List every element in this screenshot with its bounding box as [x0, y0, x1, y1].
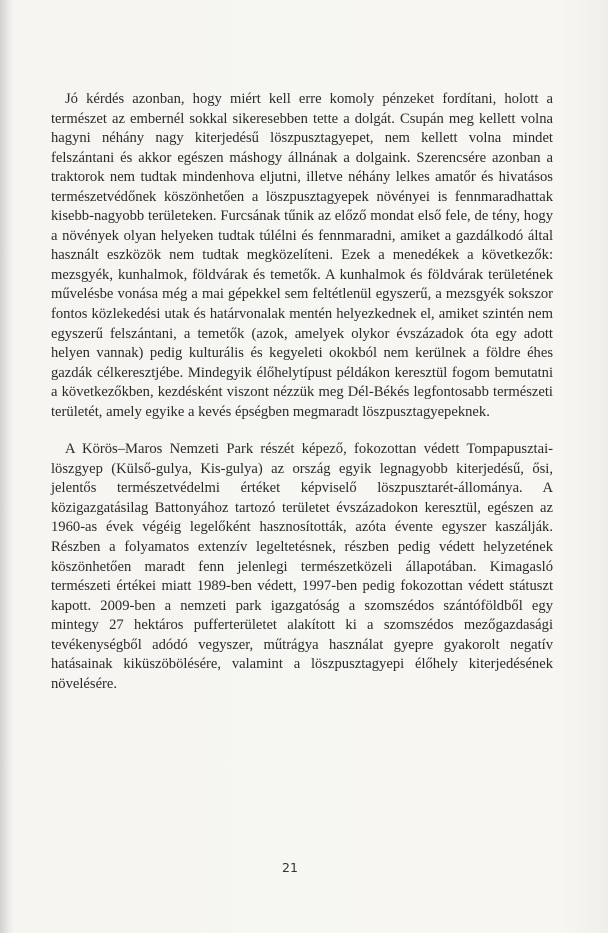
spine-shadow: [0, 0, 14, 933]
paragraph-2: A Körös–Maros Nemzeti Park részét képező, fokozottan védett Tompapusztai-löszgyep (Külső-gulya, Kis-gulya) az ország egyik legnagyobb kiterjedésű, ősi, jelentős természetvédelmi értéket képviselő löszpusztarét-állománya. A közigazgatásilag Battonyához tartozó területet évszázadokon keresztül, egészen az 1960-as évek végéig legelőként hasznosították, azóta évente egyszer kaszálják. Részben a folyamatos extenzív legeltetésnek, részben pedig védett helyzetének köszönhetően maradt fenn jelenlegi természetközeli állapotában. Kimagasló természeti értékei miatt 1989-ben védett, 1997-ben pedig fokozottan védett státuszt kapott. 2009-ben a nemzeti park igazgatóság a szomszédos szántóföldből egy mintegy 27 hektáros pufferterületet alakított ki a szomszédos mezőgazdasági tevékenységből adódó vegyszer, műtrágya használat gyepre gyakorolt negatív hatásainak kiküszöbölésére, valamint a löszpusztagyepi élőhely kiterjedésének növelésére.: [51, 441, 553, 692]
page-number: 21: [282, 860, 298, 875]
paragraph-1: Jó kérdés azonban, hogy miért kell erre komoly pénzeket fordítani, holott a természet az embernél sokkal sikeresebben tette a dolgát. Csupán meg kellett volna hagyni néhány nagy kiterjedésű löszpusztagyepet, nem kellett volna mindet felszántani és akkor egészen máshogy állnának a dolgaink. Szerencsére azonban a traktorok nem tudtak mindenhova eljutni, illetve néhány lelkes amatőr és hivatásos természetvédőnek köszönhetően a löszpusztagyepek növényei is fennmaradhattak kisebb-nagyobb területeken. Furcsának tűnik az előző mondat első fele, de tény, hogy a növények olyan helyeken tudtak túlélni és fennmaradni, amiket a gazdálkodó által használt eszközök nem tudtak megközelíteni. Ezek a menedékek a következők: mezsgyék, kunhalmok, földvárak és temetők. A kunhalmok és földvárak területének művelésbe vonása még a mai gépekkel sem feltétlenül egyszerű, a mezsgyék sokszor fontos közlekedési utak és határvonalak mentén helyezkednek el, amiket szintén nem egyszerű felszántani, a temetők (azok, amelyek olykor évszázadok óta egy adott helyen vannak) pedig kulturális és kegyeleti okokból nem kerülnek a földre éhes gazdák célkeresztjébe. Mindegyik élőhelytípust példákon keresztül fogom bemutatni a következőkben, kezdésként viszont nézzük meg Dél-Békés legfontosabb természeti területét, amely egyike a kevés épségben megmaradt löszpusztagyepeknek.: [51, 91, 553, 420]
body-text: [51, 90, 553, 694]
